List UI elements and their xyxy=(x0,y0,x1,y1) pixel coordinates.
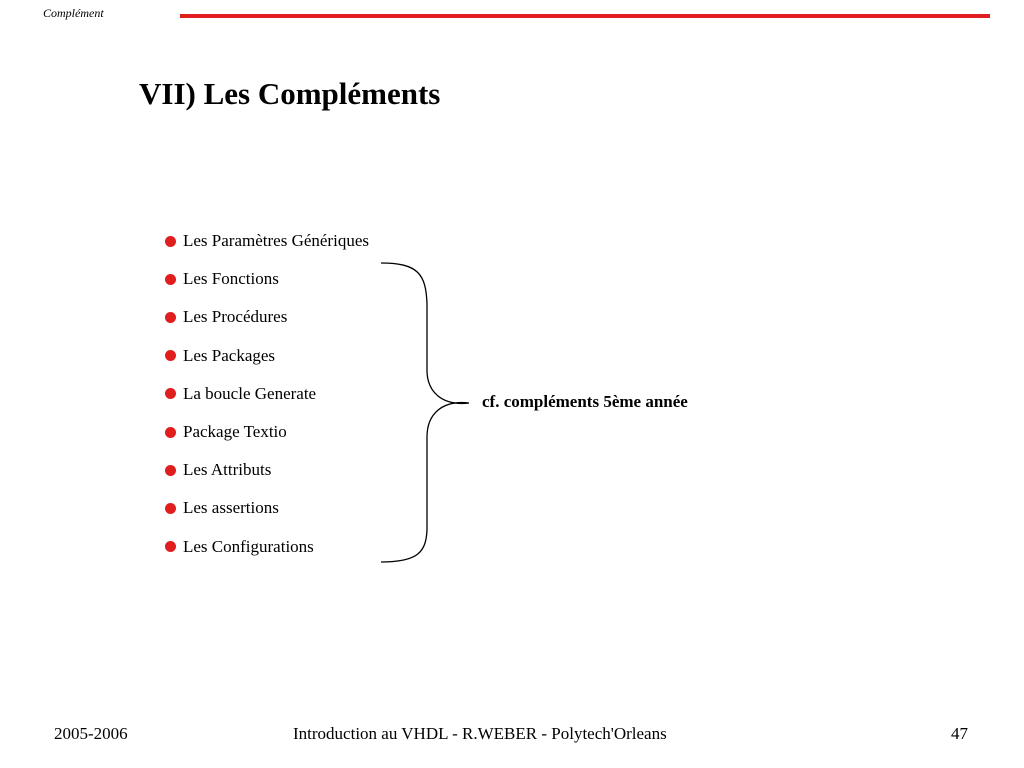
bullet-dot-icon xyxy=(165,274,176,285)
topic-item xyxy=(165,413,369,451)
topic-label: Les assertions xyxy=(183,498,279,518)
brace-annotation: cf. compléments 5ème année xyxy=(482,392,688,411)
topic-label: Les Packages xyxy=(183,345,276,365)
bullet-dot-icon xyxy=(165,312,176,323)
topic-label: Les Procédures xyxy=(183,307,288,327)
topic-item xyxy=(165,337,369,375)
footer-year: 2005-2006 xyxy=(54,724,128,743)
section-tag: Complément xyxy=(43,6,104,20)
topic-item xyxy=(165,298,369,336)
bullet-dot-icon xyxy=(165,503,176,514)
topic-label: Les Fonctions xyxy=(183,269,279,289)
topic-item xyxy=(165,260,369,298)
topic-label: Les Attributs xyxy=(183,460,272,480)
topic-item xyxy=(165,222,369,260)
topic-label: Les Paramètres Génériques xyxy=(183,231,369,251)
curly-brace-icon xyxy=(380,262,475,564)
topic-label: Package Textio xyxy=(183,422,287,442)
page-number: 47 xyxy=(951,724,968,743)
bullet-dot-icon xyxy=(165,427,176,438)
topic-label: Les Configurations xyxy=(183,536,314,556)
footer-title: Introduction au VHDL - R.WEBER - Polytech'Orleans xyxy=(293,724,667,743)
bullet-dot-icon xyxy=(165,236,176,247)
topic-label: La boucle Generate xyxy=(183,383,317,403)
bullet-dot-icon xyxy=(165,541,176,552)
bullet-dot-icon xyxy=(165,388,176,399)
header-rule xyxy=(180,14,990,18)
topic-list xyxy=(165,222,369,566)
bullet-dot-icon xyxy=(165,350,176,361)
topic-item xyxy=(165,451,369,489)
topic-item xyxy=(165,489,369,527)
topic-item xyxy=(165,375,369,413)
bullet-dot-icon xyxy=(165,465,176,476)
page-title: VII) Les Compléments xyxy=(139,76,441,111)
topic-item xyxy=(165,528,369,566)
